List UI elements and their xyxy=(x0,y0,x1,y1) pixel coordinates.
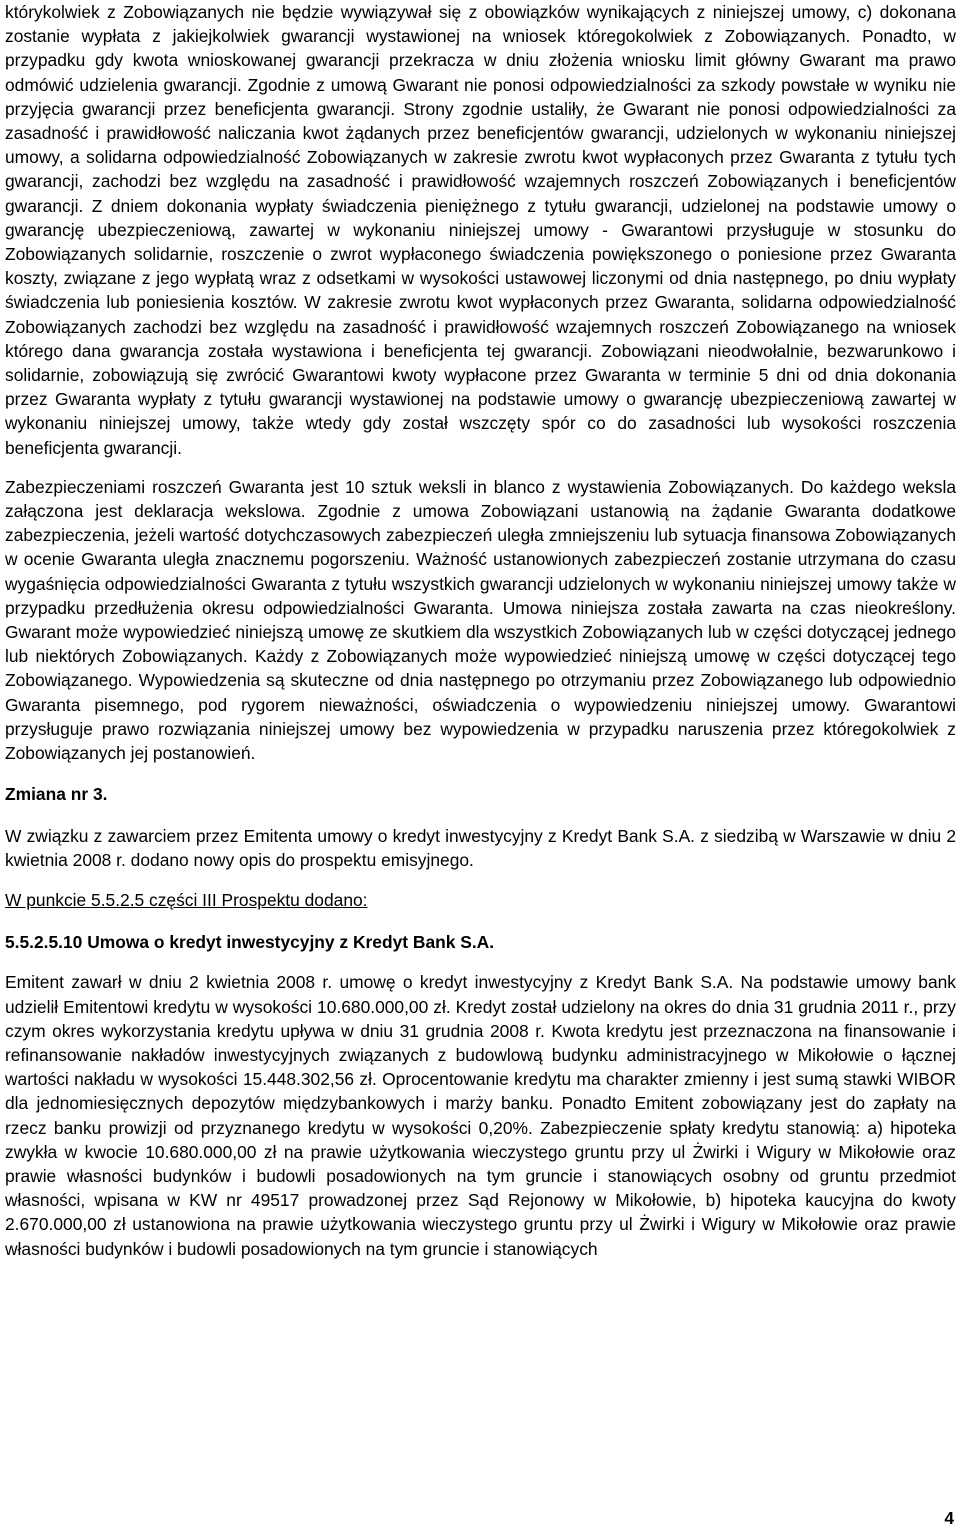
document-page xyxy=(5,0,956,1261)
section-added-note: W punkcie 5.5.2.5 części III Prospektu dodano: xyxy=(5,889,368,910)
paragraph-change-intro: W związku z zawarciem przez Emitenta umowy o kredyt inwestycyjny z Kredyt Bank S.A. z siedzibą w Warszawie w dniu 2 kwietnia 2008 r. dodano nowy opis do prospektu emisyjnego. xyxy=(5,825,956,870)
page-number: 4 xyxy=(944,1508,954,1528)
paragraph-security-and-termination: Zabezpieczeniami roszczeń Gwaranta jest 10 sztuk weksli in blanco z wystawienia Zobowiązanych. Do każdego weksla załączona jest deklaracja wekslowa. Zgodnie z umowa Zobowiązani ustanowią na żądanie Gwaranta dodatkowe zabezpieczenia, jeżeli wartość dotychczasowych zabezpieczeń uległa zmniejszeniu lub sytuacja finansowa Zobowiązanych w ocenie Gwaranta uległa znacznemu pogorszeniu. Ważność ustanowionych zabezpieczeń zostanie utrzymana do czasu wygaśnięcia odpowiedzialności Gwaranta z tytułu wszystkich gwarancji udzielonych w wykonaniu niniejszej umowy także w przypadku przedłużenia okresu odpowiedzialności Gwaranta. Umowa niniejsza została zawarta na czas nieokreślony. Gwarant może wypowiedzieć niniejszą umowę ze skutkiem dla wszystkich Zobowiązanych lub w części dotyczącej jednego lub niektórych Zobowiązanych. Każdy z Zobowiązanych może wypowiedzieć niniejszą umowę w części dotyczącej tego Zobowiązanego. Wypowiedzenia są skuteczne od dnia następnego po otrzymaniu przez Zobowiązanego lub odpowiednio Gwaranta pisemnego, pod rygorem nieważności, oświadczenia o wypowiedzeniu niniejszej umowy. Gwarantowi przysługuje prawo rozwiązania niniejszej umowy bez wypowiedzenia w przypadku naruszenia przez któregokolwiek z Zobowiązanych jej postanowień. xyxy=(5,476,956,764)
section-subheading: 5.5.2.5.10 Umowa o kredyt inwestycyjny z Kredyt Bank S.A. xyxy=(5,932,495,953)
paragraph-loan-agreement: Emitent zawarł w dniu 2 kwietnia 2008 r. umowę o kredyt inwestycyjny z Kredyt Bank S.A. Na podstawie umowy bank udzielił Emitentowi kredytu w wysokości 10.680.000,00 zł. Kredyt został udzielony na okres do dnia 31 grudnia 2011 r., przy czym okres wykorzystania kredytu upływa w dniu 31 grudnia 2008 r. Kwota kredytu jest przeznaczona na finansowanie i refinansowanie nakładów inwestycyjnych związanych z budowlową budynku administracyjnego w Mikołowie o łącznej wartości nakładu w wysokości 15.448.302,56 zł. Oprocentowanie kredytu ma charakter zmienny i jest sumą stawki WIBOR dla jednomiesięcznych depozytów międzybankowych i marży banku. Ponadto Emitent zobowiązany jest do zapłaty na rzecz banku prowizji od przyznanego kredytu w wysokości 0,20%. Zabezpieczenie spłaty kredytu stanowią: a) hipoteka zwykła w kwocie 10.680.000,00 zł na prawie użytkowania wieczystego gruntu przy ul Żwirki i Wigury w Mikołowie oraz prawie własności budynków i budowli posadowionych na tym gruncie i stanowiących osobny od gruntu przedmiot własności, wpisana w KW nr 49517 prowadzonej przez Sąd Rejonowy w Mikołowie, b) hipoteka kaucyjna do kwoty 2.670.000,00 zł ustanowiona na prawie użytkowania wieczystego gruntu przy ul Żwirki i Wigury w Mikołowie oraz prawie własności budynków i budowli posadowionych na tym gruncie i stanowiących xyxy=(5,972,956,1259)
paragraph-guarantee-terms: którykolwiek z Zobowiązanych nie będzie wywiązywał się z obowiązków wynikających z niniejszej umowy, c) dokonana zostanie wypłata z jakiejkolwiek gwarancji wystawionej na wniosek któregokolwiek z Zobowiązanych. Ponadto, w przypadku gdy kwota wnioskowanej gwarancji przekracza w dniu złożenia wniosku limit główny Gwarant ma prawo odmówić udzielenia gwarancji. Zgodnie z umową Gwarant nie ponosi odpowiedzialności za szkody powstałe w wyniku nie przyjęcia gwarancji przez beneficjenta gwarancji. Strony zgodnie ustaliły, że Gwarant nie ponosi odpowiedzialności za zasadność i prawidłowość naliczania kwot żądanych przez beneficjentów gwarancji, udzielonych w wykonaniu niniejszej umowy, a solidarna odpowiedzialność Zobowiązanych w zakresie zwrotu kwot wypłaconych przez Gwaranta z tytułu tych gwarancji, zachodzi bez względu na zasadność i prawidłowość wzajemnych roszczeń Zobowiązanych i beneficjentów gwarancji. Z dniem dokonania wypłaty świadczenia pieniężnego z tytułu gwarancji, udzielonej na podstawie umowy o gwarancję ubezpieczeniową, zawartej w wykonaniu niniejszej umowy - Gwarantowi przysługuje w stosunku do Zobowiązanych solidarnie, roszczenie o zwrot wypłaconego świadczenia powiększonego o poniesione przez Gwaranta koszty, związane z jego wypłatą wraz z odsetkami w wysokości ustawowej liczonymi od dnia następnego, po dniu wypłaty świadczenia lub poniesienia kosztów. W zakresie zwrotu kwot wypłaconych przez Gwaranta, solidarna odpowiedzialność Zobowiązanych zachodzi bez względu na zasadność i prawidłowość wzajemnych roszczeń Zobowiązanego na wniosek którego dana gwarancja została wystawiona i beneficjenta tej gwarancji. Zobowiązani nieodwołalnie, bezwarunkowo i solidarnie, zobowiązują się zwrócić Gwarantowi kwoty wypłacone przez Gwaranta w terminie 5 dni od dnia dokonania przez Gwaranta wypłaty z tytułu gwarancji wystawionej na podstawie umowy o gwarancję ubezpieczeniową zawartej w wykonaniu niniejszej umowy, także wtedy gdy został wszczęty spór co do zasadności lub wysokości roszczenia beneficjenta gwarancji. xyxy=(5,2,956,458)
change-heading: Zmiana nr 3. xyxy=(5,784,108,805)
